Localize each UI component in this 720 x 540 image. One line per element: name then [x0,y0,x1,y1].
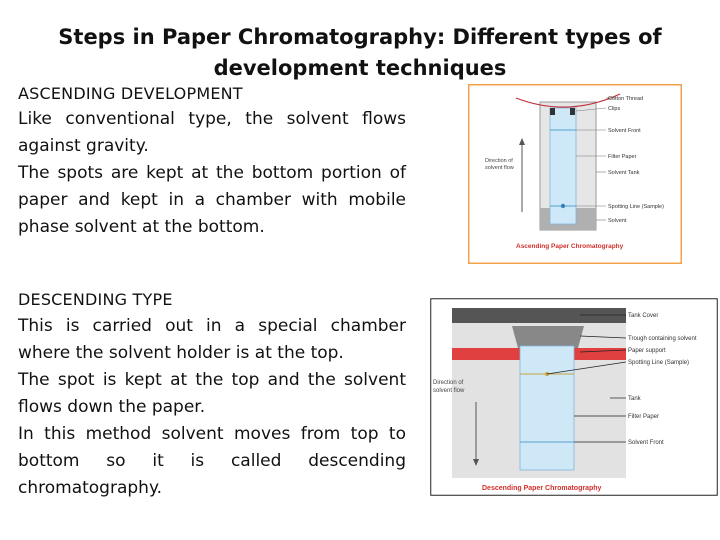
direction-label-1: Direction of [485,158,513,164]
ascending-paragraph-1: Like conventional type, the solvent flows against gravity. [18,109,406,156]
descending-paragraph-3: In this method solvent moves from top to bottom so it is called descending chromatography. [18,424,406,498]
direction-label-1: Direction of [433,380,464,386]
filter-paper [520,346,574,470]
label-paper-support: Paper support [628,348,666,354]
label-tank: Tank [628,396,641,402]
label-filter-paper: Filter Paper [608,154,637,160]
descending-paragraph-1: This is carried out in a special chamber where the solvent holder is at the top. [18,316,406,363]
label-clips: Clips [608,106,621,112]
label-solvent-tank: Solvent Tank [608,170,640,176]
descending-body [18,313,406,502]
clip-right [570,108,575,115]
descending-caption: Descending Paper Chromatography [482,485,602,492]
ascending-caption: Ascending Paper Chromatography [516,243,624,250]
solvent-trough [512,326,584,348]
sample-spot [561,204,565,208]
ascending-body [18,106,406,241]
label-trough: Trough containing solvent [628,336,697,342]
descending-paragraph-2: The spot is kept at the top and the solvent flows down the paper. [18,370,406,417]
direction-label-2: solvent flow [433,388,465,394]
ascending-paragraph-2: The spots are kept at the bottom portion of paper and kept in a chamber with mobile phase solvent at the bottom. [18,163,406,237]
descending-heading: DESCENDING TYPE [18,290,173,309]
slide-title: Steps in Paper Chromatography: Different types of development techniques [58,25,662,80]
label-solvent-front: Solvent Front [628,440,664,446]
label-tank-cover: Tank Cover [628,313,659,319]
label-solvent: Solvent [608,218,627,224]
direction-label-2: solvent flow [485,165,514,171]
tank-cover [452,308,626,323]
label-solvent-front: Solvent Front [608,128,641,134]
ascending-heading: ASCENDING DEVELOPMENT [18,84,243,103]
label-filter-paper: Filter Paper [628,414,660,420]
label-cotton-thread: Cotton Thread [608,96,644,102]
label-spotting-line: Spotting Line (Sample) [608,204,664,210]
ascending-figure [468,84,682,268]
clip-left [550,108,555,115]
descending-figure [430,298,718,500]
label-spotting-line: Spotting Line (Sample) [628,360,690,366]
